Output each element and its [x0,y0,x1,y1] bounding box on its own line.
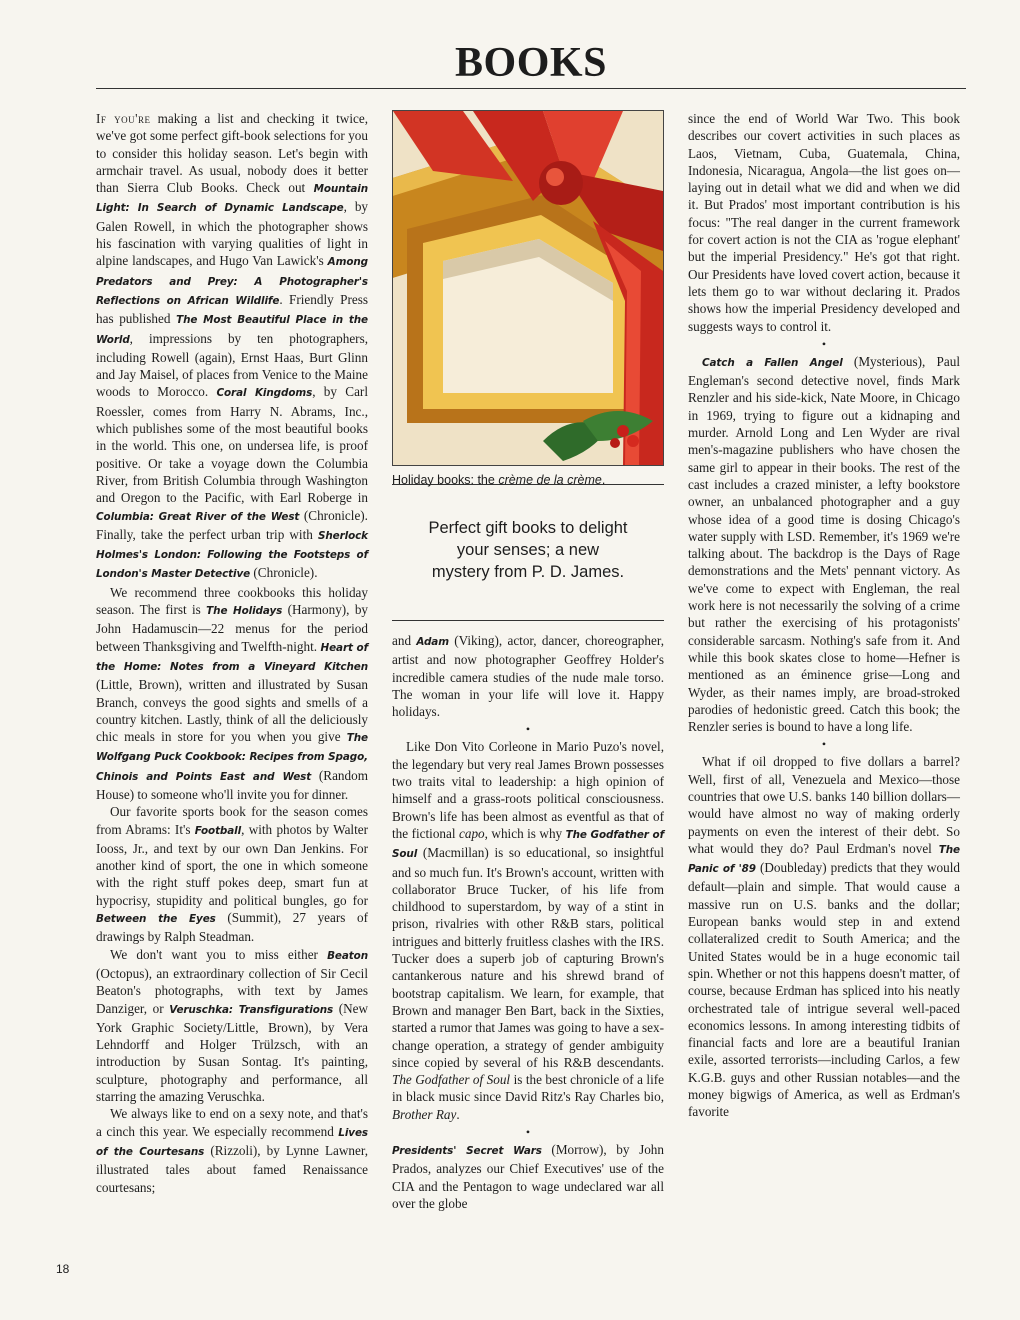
pull-quote: Perfect gift books to delight your senses; a new mystery from P. D. James. [428,519,628,581]
paragraph-cookbooks: We recommend three cookbooks this holiday season. The first is The Holidays (Harmony), by John Hadamuscin—22 menus for the period between Thanksgiving and Twelfth-night. Heart of the Home: Notes from a Vineyard Kitchen (Little, Brown), written and illustrated by Susan Branch, conveys the good sights and smells of a country kitchen. Lastly, think of all the deliciously chic meals in store for you when you give The Wolfgang Puck Cookbook: Recipes from Spago, Chinois and Points East and West (Random House) to someone who'll invite you for dinner. [96,584,369,802]
book-title: Coral Kingdoms [216,387,313,400]
book-title: The Wolfgang Puck Cookbook: Recipes from Spago, Chinois and Points East and West [96,732,368,783]
paragraph-travel-books: If you're making a list and checking it twice, we've got some perfect gift-book selections for you to consider this holiday season. Let's begin with armchair travel. As usual, nobody does it better than Sierra Club Books. Check out Mountain Light: In Search of Dynamic Landscape, by Galen Rowell, in which the photographer shows his fascination with varying qualities of light in alpine landscapes, and Hugo Van Lawick's Among Predators and Prey: A Photographer's Reflections on African Wildlife. Friendly Press has published The Most Beautiful Place in the World, impressions by ten photographers, including Rowell (again), Ernst Haas, Burt Glinn and Jay Maisel, of places from Venice to the Maine woods to Morocco. Coral Kingdoms, by Carl Roessler, comes from Harry N. Abrams, Inc., which publishes some of the most beautiful books in the world. This one, on undersea life, is proof positive. Or take a voyage down the Columbia River, from British Columbia through Washington and Oregon to the Pacific, with Earl Roberge in Columbia: Great River of the West (Chronicle). Finally, take the perfect urban trip with Sherlock Holmes's London: Following the Footsteps of London's Master Detective (Chronicle). [96,111,369,581]
pullquote-rule-top [392,484,664,485]
paragraph-godfather-of-soul: Like Don Vito Corleone in Mario Puzo's novel, the legendary but very real James Brown possesses two traits vital to leadership: a high opinion of himself and a grass-roots political consciousness. Brown's life has been almost as eventful as that of the fictional capo, which is why The Godfather of Soul (Macmillan) is so educational, so insightful and so much fun. It's Brown's account, written with collaborator Bruce Tucker, of his life from childhood to superstardom, by way of a stint in prison, rivalries with other R&B stars, political intrigues and bitterly fruitless clashes with the IRS. Tucker does a superb job of capturing Brown's cantankerous nature and his shrewd brand of bootstrap capitalism. We learn, for example, that Brown and manager Ben Bart, back in the Sixties, started a rumor that James was going to have a sex-change operation, a strategy of gender ambiguity since copied by several of his R&B descendants. The Godfather of Soul is the best chronicle of a life in black music since David Ritz's Ray Charles bio, Brother Ray. [392,739,665,1122]
paragraph-prados: since the end of World War Two. This book describes our covert activities in such places as Laos, Vietnam, Cuba, Guatemala, China, Indonesia, Nicaragua, Angola—the list goes on—laying out in detail what we did and when we did it. But Prados' most important contribution is his focus: "The real danger in the current framework for covert action is not the CIA as 'rogue elephant' but the imperial Presidency." He's got that right. Our Presidents have loved covert action, because it lets them go to war without declaring it. Prados shows how the imperial Presidency developed and suggests ways to control it. [688,111,960,334]
book-title: Catch a Fallen Angel [702,356,843,369]
section-bullet: • [821,737,827,752]
book-title: The Holidays [206,605,283,618]
book-title: Sherlock Holmes's London: Following the Footsteps of London's Master Detective [96,529,368,581]
lead-in: If you're [96,111,151,126]
page-number: 18 [56,1262,70,1276]
paragraph-sexy-books: We always like to end on a sexy note, and that's a cinch this year. We especially recommend Lives of the Courtesans (Rizzoli), by Lynne Lawner, illustrated tales about famed Renaissance courtesans; [96,1106,369,1195]
book-title: The Godfather of Soul [392,828,664,861]
book-title: Adam [416,636,449,648]
book-title: Football [194,824,242,837]
article-column-3 [688,110,960,1121]
book-title: Between the Eyes [96,913,216,926]
gift-box-ribbon-image [393,111,663,465]
section-bullet: • [525,1125,531,1140]
holiday-gift-illustration [392,110,664,466]
paragraph-adam: and Adam (Viking), actor, dancer, choreographer, artist and now photographer Geoffrey Holder's incredible camera studies of the nude male torso. The woman in your life will love it. Happy holidays. [392,633,664,720]
paragraph-sports-books: Our favorite sports book for the season comes from Abrams: It's Football, with photos by Walter Iooss, Jr., and text by our own Dan Jenkins. For another kind of sport, the one in which someone with the right stuff pokes deep, smart fun at hypocrisy, stupidity and political bungles, go for Between the Eyes (Summit), 27 years of drawings by Ralph Steadman. [96,804,368,945]
book-title: Among Predators and Prey: A Photographer's Reflections on African Wildlife [96,256,368,307]
paragraph-catch-a-fallen-angel: Catch a Fallen Angel (Mysterious), Paul Engleman's second detective novel, finds Mark Renzler and his side-kick, Nate Moore, in Chicago in 1969, trying to figure out a kidnaping and murder. Arnold Long and Len Wyder are rival men's-magazine publishers who have chosen the same girl to appear in their books. The rest of the cast includes a crazed minister, a lefty bookstore owner, an unbalanced photographer and a guy whose idea of a good time is dosing Chicago's water supply with LSD. Remember, it's 1969 we're talking about. The backdrop is the Days of Rage demonstrations and the Mets' pennant victory. As we've come to expect with Engleman, the real work here is not necessarily the solving of a crime but rather the exercising of his protagonists' considerable sarcasm. Nothing's safe from it. And while this book skates close to home—Hefner is mentioned as an éminence grise—Long and Wyder, as their names imply, are broad-stroked parodies of hedonistic greed. Catch this book; the Renzler series is bound to have a long life. [688,353,960,735]
section-bullet: • [525,722,531,737]
header-rule [96,88,966,89]
book-title: Columbia: Great River of the West [96,510,300,523]
article-column-2 [392,632,664,1212]
book-title: Presidents' Secret Wars [392,1145,542,1158]
article-column-1 [96,110,368,1196]
section-title: BOOKS [455,40,607,86]
paragraph-presidents-secret-wars: Presidents' Secret Wars (Morrow), by John Prados, analyzes our Chief Executives' use of the CIA and the Pentagon to wage undeclared war all over the globe [392,1142,664,1211]
section-bullet: • [821,336,827,351]
book-title: Heart of the Home: Notes from a Vineyard Kitchen [96,641,368,673]
pullquote-rule-bottom [392,620,664,621]
book-title: Veruschka: Transfigurations [169,1003,334,1016]
paragraph-panic-of-89: What if oil dropped to five dollars a barrel? Well, first of all, Venezuela and Mexico—those countries that owe U.S. banks 140 billion dollars—would have almost no way of making orderly payments on even the interest of their debt. So what would they do? Paul Erdman's novel The Panic of '89 (Doubleday) predicts that they would default—plain and simple. That would cause a massive run on U.S. banks and the dollar; European banks would step in and extend collateralized credit to South America; and the United States would be in a huge economic tail spin. Whether or not this happens doesn't matter, of course, because Erdman has spliced into his neatly orchestrated tale of intrigue several well-paced economics lessons. In among interesting tidbits of financial facts and lore are a beautiful Iranian exile, assorted terrorists—including Carlos, a few K.G.B. guys and other Russian notables—and the money bigwigs of America, as well as Erdman's favorite [688,754,960,1120]
book-title: Mountain Light: In Search of Dynamic Landscape [96,183,368,215]
paragraph-photo-books: We don't want you to miss either Beaton (Octopus), an extraordinary collection of Sir Cecil Beaton's photographs, with text by James Danziger, or Veruschka: Transfigurations (New York Graphic Society/Little, Brown), by Vera Lehndorff and Holger Trülzsch, with an introduction by Susan Sontag. It's painting, sculpture, photography and performance, all starring the amazing Veruschka. [96,946,369,1105]
book-title: Lives of the Courtesans [96,1126,368,1158]
book-title: The Most Beautiful Place in the World [96,314,368,346]
book-title: Beaton [327,949,368,962]
book-title: The Panic of '89 [688,843,960,876]
figure-caption: Holiday books: the crème de la crème. [392,473,606,487]
